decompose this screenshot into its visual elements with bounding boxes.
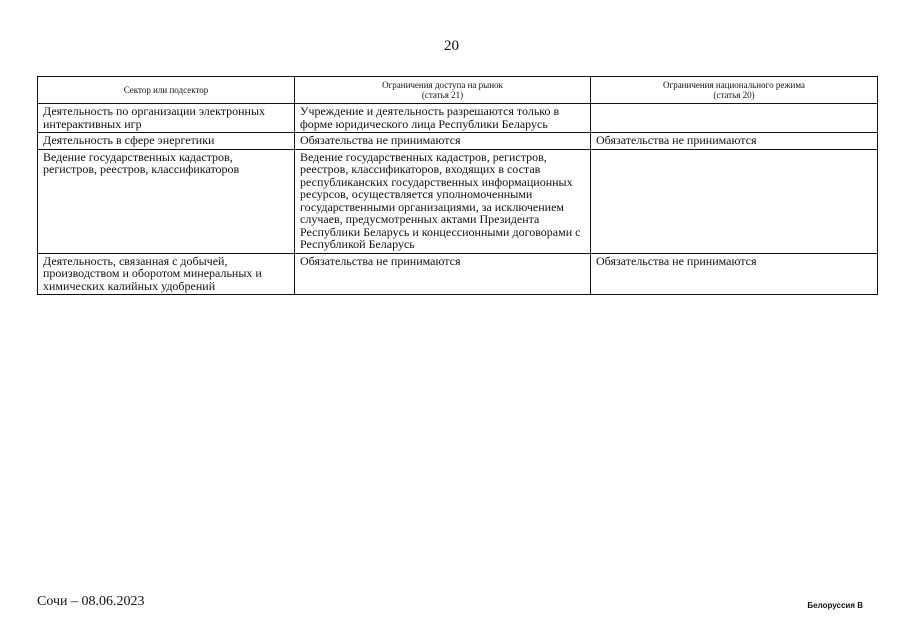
market-access-cell — [295, 149, 591, 253]
header-national-treatment-article: (статья 20) — [713, 90, 755, 100]
national-treatment-cell — [591, 133, 878, 150]
commitments-table — [37, 76, 878, 295]
sector-text: Ведение государственных кадастров, регистров, реестров, классификаторов — [43, 149, 240, 176]
sector-cell — [38, 104, 295, 133]
sector-text: Деятельность, связанная с добычей, производством и оборотом минеральных и химических калийных удобрений — [43, 253, 262, 293]
national-treatment-text: Обязательства не принимаются — [596, 253, 757, 268]
header-sector-label: Сектор или подсектор — [123, 85, 209, 95]
table-row — [38, 149, 878, 253]
table-row — [38, 133, 878, 150]
header-national-treatment — [591, 77, 878, 104]
footer-country-label: Белоруссия В — [807, 601, 863, 610]
national-treatment-cell — [591, 149, 878, 253]
market-access-cell — [295, 133, 591, 150]
header-sector — [38, 77, 295, 104]
sector-cell — [38, 253, 295, 295]
header-market-access — [295, 77, 591, 104]
national-treatment-text: Обязательства не принимаются — [596, 133, 757, 147]
market-access-text: Обязательства не принимаются — [300, 133, 461, 147]
header-national-treatment-label: Ограничения национального режима — [663, 80, 805, 90]
table-header-row — [38, 77, 878, 104]
sector-text: Деятельность по организации электронных интерактивных игр — [43, 104, 266, 131]
market-access-cell — [295, 104, 591, 133]
header-market-access-article: (статья 21) — [421, 90, 464, 100]
header-market-access-label: Ограничения доступа на рынок — [382, 80, 503, 90]
table-row — [38, 253, 878, 295]
market-access-text: Учреждение и деятельность разрешаются только в форме юридического лица Республики Беларусь — [300, 104, 560, 131]
sector-cell — [38, 133, 295, 150]
market-access-cell — [295, 253, 591, 295]
sector-text: Деятельность в сфере энергетики — [43, 133, 215, 147]
market-access-text: Ведение государственных кадастров, регистров, реестров, классификаторов, входящих в состав республиканских государственных информационных ресурсов, осуществляется уполномоченными государственными организациями, за исключением случаев, предусмотренных актами Президента Республики Беларусь и концессионными договорами с Республикой Беларусь — [300, 149, 581, 251]
national-treatment-cell — [591, 253, 878, 295]
table-row — [38, 104, 878, 133]
page-number: 20 — [444, 38, 459, 54]
market-access-text: Обязательства не принимаются — [300, 253, 461, 268]
footer-location-date: Сочи – 08.06.2023 — [37, 594, 145, 609]
sector-cell — [38, 149, 295, 253]
national-treatment-cell — [591, 104, 878, 133]
